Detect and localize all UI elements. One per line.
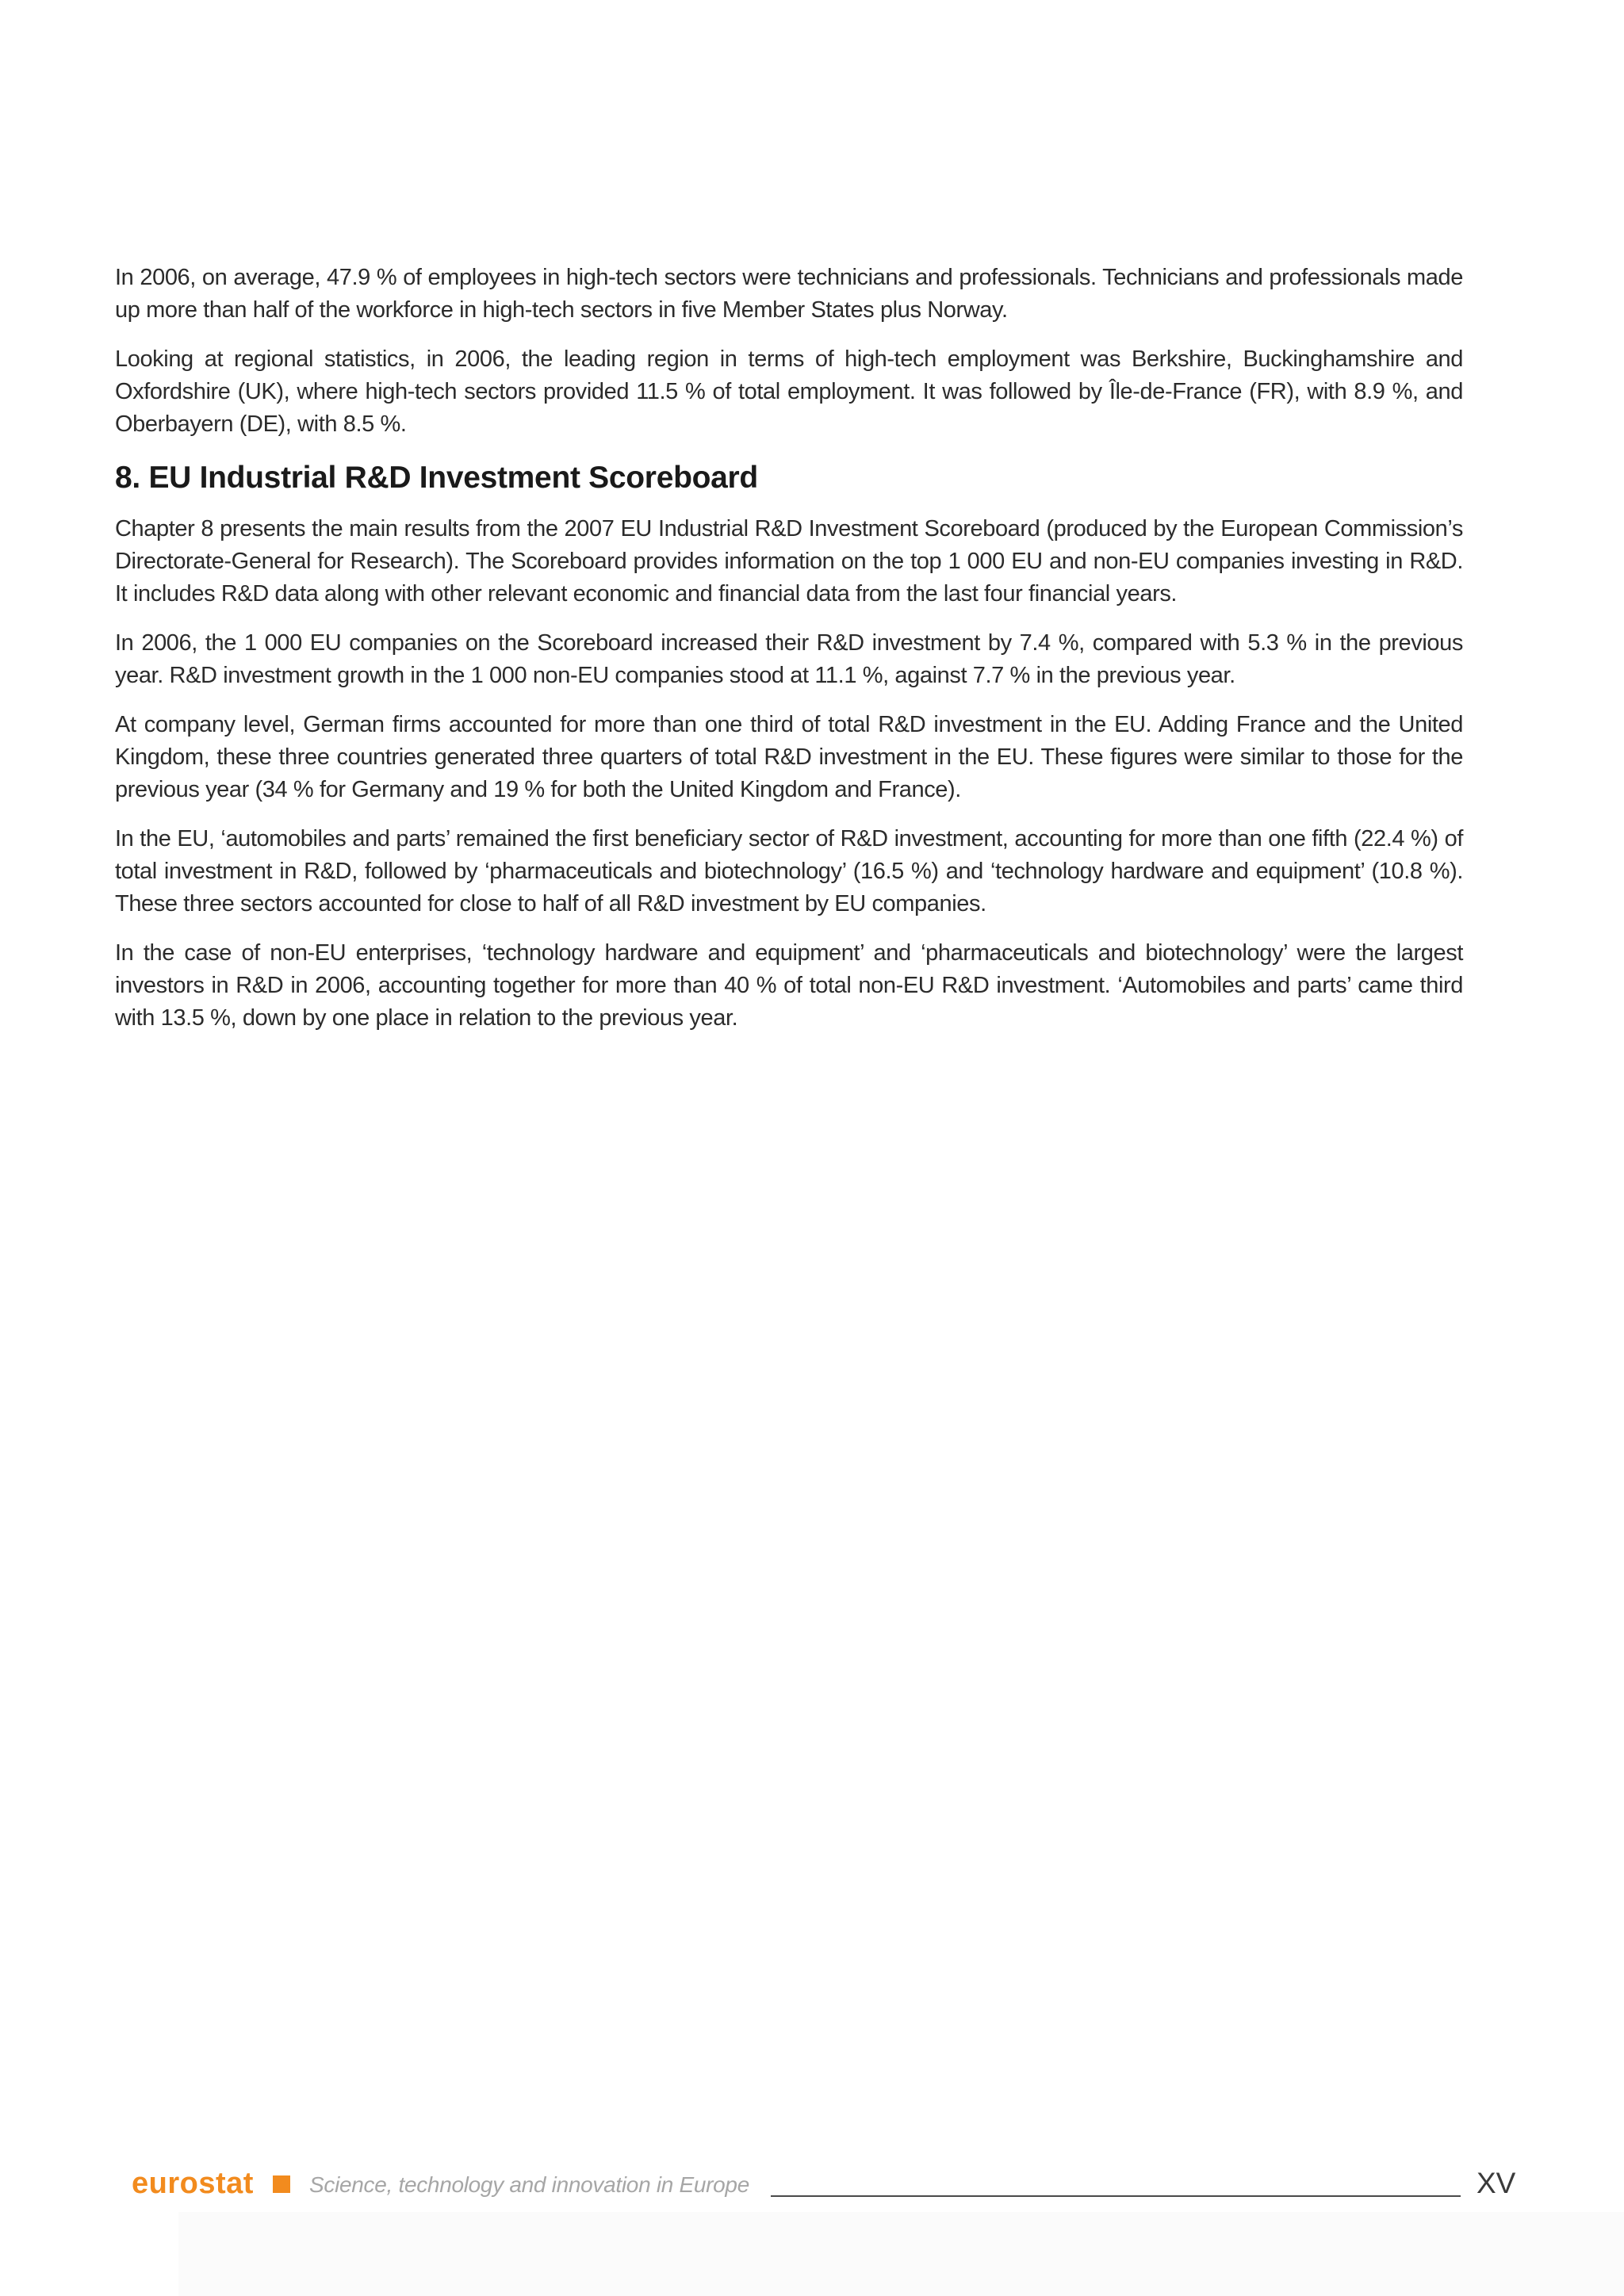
publication-title: Science, technology and innovation in Europe: [309, 2172, 749, 2197]
paragraph-investment-growth: In 2006, the 1 000 EU companies on the Scoreboard increased their R&D investment by 7.4 %, compared with 5.3 % in the previous year. R&D investment growth in the 1 000 non-EU companies stood at 11.1 %, against 7.7 % in the previous year.: [115, 630, 1463, 688]
paragraph-high-tech-employees: In 2006, on average, 47.9 % of employees in high-tech sectors were technicians and professionals. Technicians and professionals made up more than half of the workforce in high-tech sectors in five Member States plus Norway.: [115, 265, 1463, 323]
paragraph-eu-sectors: In the EU, ‘automobiles and parts’ remained the first beneficiary sector of R&D investment, accounting for more than one fifth (22.4 %) of total investment in R&D, followed by ‘pharmaceuticals and biotechnology’ (16.5 %) and ‘technology hardware and equipment’ (10.8 %). These three sectors accounted for close to half of all R&D investment by EU companies.: [115, 826, 1463, 916]
page-footer: [0, 2164, 1624, 2212]
page-bottom-band: [178, 2212, 1624, 2296]
section-heading: 8. EU Industrial R&D Investment Scoreboard: [115, 461, 758, 495]
paragraph-company-level: At company level, German firms accounted for more than one third of total R&D investment in the EU. Adding France and the United Kingdom, these three countries generated three quarters of total R&D investment in the EU. These figures were similar to those for the previous year (34 % for Germany and 19 % for both the United Kingdom and France).: [115, 712, 1463, 802]
paragraph-non-eu-sectors: In the case of non-EU enterprises, ‘technology hardware and equipment’ and ‘pharmaceuticals and biotechnology’ were the largest investors in R&D in 2006, accounting together for more than 40 % of total non-EU R&D investment. ‘Automobiles and parts’ came third with 13.5 %, down by one place in relation to the previous year.: [115, 940, 1463, 1031]
paragraph-regional-statistics: Looking at regional statistics, in 2006, the leading region in terms of high-tech employment was Berkshire, Buckinghamshire and Oxfordshire (UK), where high-tech sectors provided 11.5 % of total employment. It was followed by Île-de-France (FR), with 8.9 %, and Oberbayern (DE), with 8.5 %.: [115, 346, 1463, 437]
footer-divider: [771, 2195, 1461, 2197]
paragraph-scoreboard-intro: Chapter 8 presents the main results from the 2007 EU Industrial R&D Investment Scoreboard (produced by the European Commission’s Directorate-General for Research). The Scoreboard provides information on the top 1 000 EU and non-EU companies investing in R&D. It includes R&D data along with other relevant economic and financial data from the last four financial years.: [115, 516, 1463, 607]
page-number: XV: [1477, 2167, 1516, 2199]
main-content: [115, 262, 1463, 1051]
eurostat-logo: eurostat: [132, 2167, 254, 2200]
logo-square-icon: [273, 2175, 290, 2193]
